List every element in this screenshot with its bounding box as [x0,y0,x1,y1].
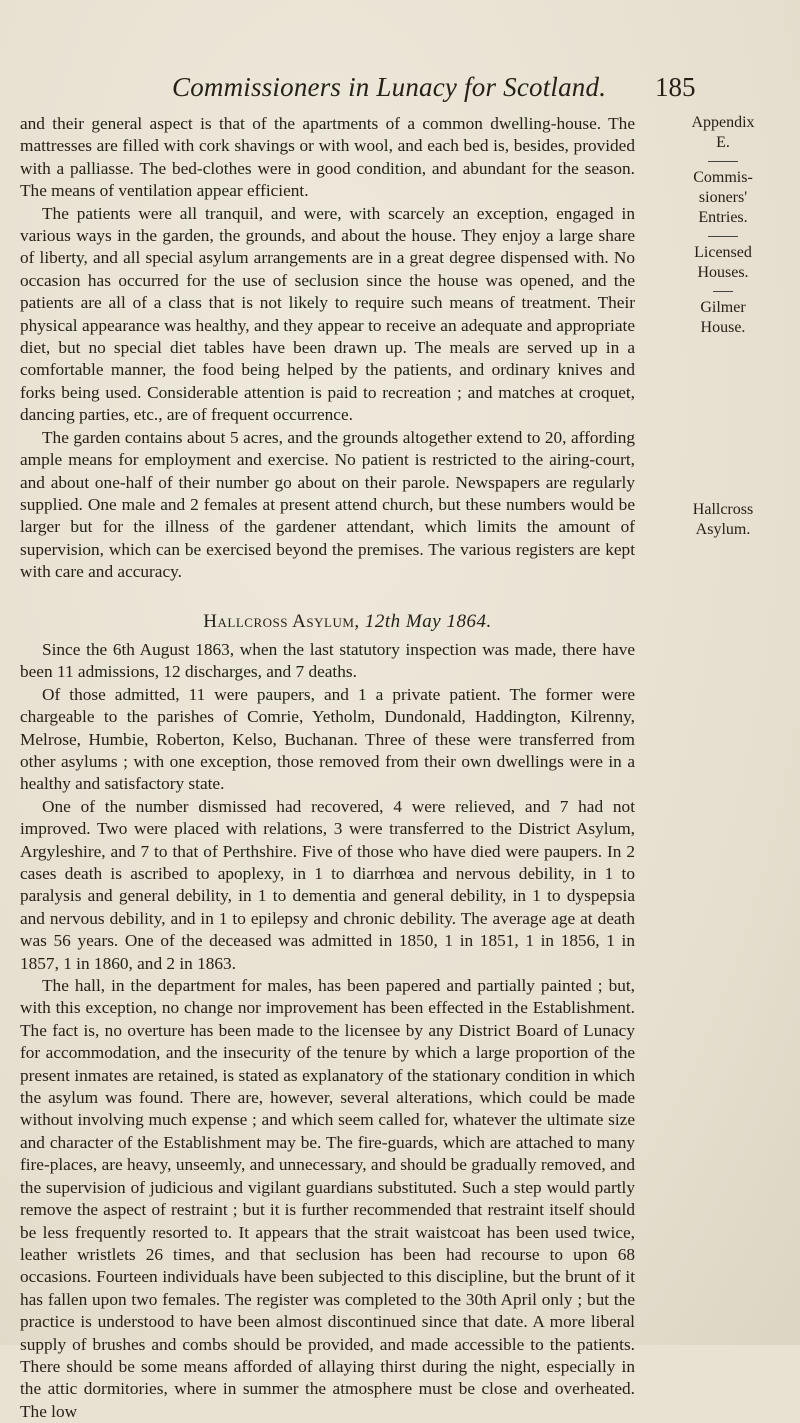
margin-hallcross: Hallcross [692,501,754,518]
margin-note-hallcross [648,500,798,540]
margin-house: House. [700,319,746,336]
margin-commissioners-1: Commis- [693,169,753,186]
margin-note-appendix [648,113,798,338]
page-number: 185 [655,72,696,102]
margin-commissioners-2: sioners' [698,189,748,206]
margin-appendix: Appendix [691,114,755,131]
section-date: 12th May 1864. [364,610,492,632]
margin-gilmer: Gilmer [700,299,746,316]
paragraph: The garden contains about 5 acres, and the grounds altogether extend to 20, affording ample means for employment and exercise. No patient is restricted to the airing-court, and about one-half of their number go about on their parole. Newspapers are regularly supplied. One male and 2 females at present attend church, but these numbers would be larger but for the illness of the gardener attendant, which limits the amount of supervision, which can be exercised beyond the premises. The various registers are kept with care and accuracy. [20,427,635,582]
paragraph: The hall, in the department for males, has been papered and partially painted ; but, with this exception, no change nor improvement has been effected in the Establishment. The fact is, no overture has been made to the licensee by any District Board of Lunacy for accommodation, and the insecurity of the tenure by which a large proportion of the present inmates are retained, is stated as explanatory of the stationary condition in which the asylum was found. There are, however, several alterations, which could be made without involving much expense ; and which seem called for, whatever the ultimate size and character of the Establishment may be. The fire-guards, which are attached to many fire-places, are heavy, unseemly, and unnecessary, and should be gradually removed, and the supervision of judicious and vigilant guardians substituted. Such a step would partly remove the aspect of restraint ; but it is further recommended that restraint itself should be less frequently resorted to. It appears that the strait waistcoat has been used twice, leather wristlets 26 times, and that seclusion has been had recourse to upon 68 occasions. Fourteen individuals have been subjected to this discipline, but the brunt of it has fallen upon two females. The register was completed to the 30th April only ; but the practice is understood to have been almost discontinued since that date. A more liberal supply of brushes and combs should be provided, and made accessible to the patients. There should be some means afforded of allaying thirst during the night, especially in the attic dormitories, where in summer the atmosphere must be close and overheated. The low [20,976,635,1421]
section-title: Hallcross Asylum, [203,610,360,632]
page-header [0,72,800,112]
margin-houses: Houses. [697,264,749,281]
margin-divider [713,291,733,292]
margin-appendix-letter: E. [716,134,730,151]
paragraph: Since the 6th August 1863, when the last statutory inspection was made, there have been 11 admissions, 12 discharges, and 7 deaths. [20,639,635,682]
paragraph: The patients were all tranquil, and were, with scarcely an exception, engaged in various ways in the garden, the grounds, and about the house. They enjoy a large share of liberty, and all special asylum arrangements are in a great degree dispensed with. No occasion has occurred for the use of seclusion since the house was opened, and the patients are all of a class that is not likely to require such means of treatment. Their physical appearance was healthy, and they appear to receive an adequate and appropriate diet, but no special diet tables have been drawn up. The meals are served up in a comfortable manner, the food being helped by the patients, and ordinary knives and forks being used. Considerable attention is paid to recreation ; and matches at croquet, dancing parties, etc., are of frequent occurrence. [20,203,635,425]
margin-divider [708,161,738,162]
body-text [20,113,635,1423]
margin-entries: Entries. [698,209,748,226]
paragraph: One of the number dismissed had recovered, 4 were relieved, and 7 had not improved. Two were placed with relations, 3 were transferred to the District Asylum, Argyleshire, and 7 to that of Perthshire. Five of those who have died were paupers. In 2 cases death is ascribed to apoplexy, in 1 to diarrhœa and nervous debility, in 1 to paralysis and general debility, in 1 to dementia and general debility, in 1 to dyspepsia and nervous debility, and in 1 to epilepsy and chronic debility. The average age at death was 56 years. One of the deceased was admitted in 1850, 1 in 1851, 1 in 1856, 1 in 1857, 1 in 1860, and 2 in 1863. [20,796,635,973]
margin-licensed: Licensed [694,244,752,261]
margin-divider [708,236,738,237]
margin-asylum: Asylum. [695,521,751,538]
paragraph: Of those admitted, 11 were paupers, and 1 a private patient. The former were chargeable to the parishes of Comrie, Yetholm, Dundonald, Haddington, Kilrenny, Melrose, Humbie, Roberton, Kelso, Buchanan. Three of these were transferred from other asylums ; with one exception, those removed from their own dwellings were in a healthy and satisfactory state. [20,684,635,794]
running-title: Commissioners in Lunacy for Scotland. [172,72,607,102]
paragraph: and their general aspect is that of the apartments of a common dwelling-house. The mattresses are filled with cork shavings or with wool, and each bed is, besides, provided with a palliasse. The bed-clothes were in good condition, and abundant for the season. The means of ventilation appear efficient. [20,114,635,201]
section-heading [20,611,635,633]
